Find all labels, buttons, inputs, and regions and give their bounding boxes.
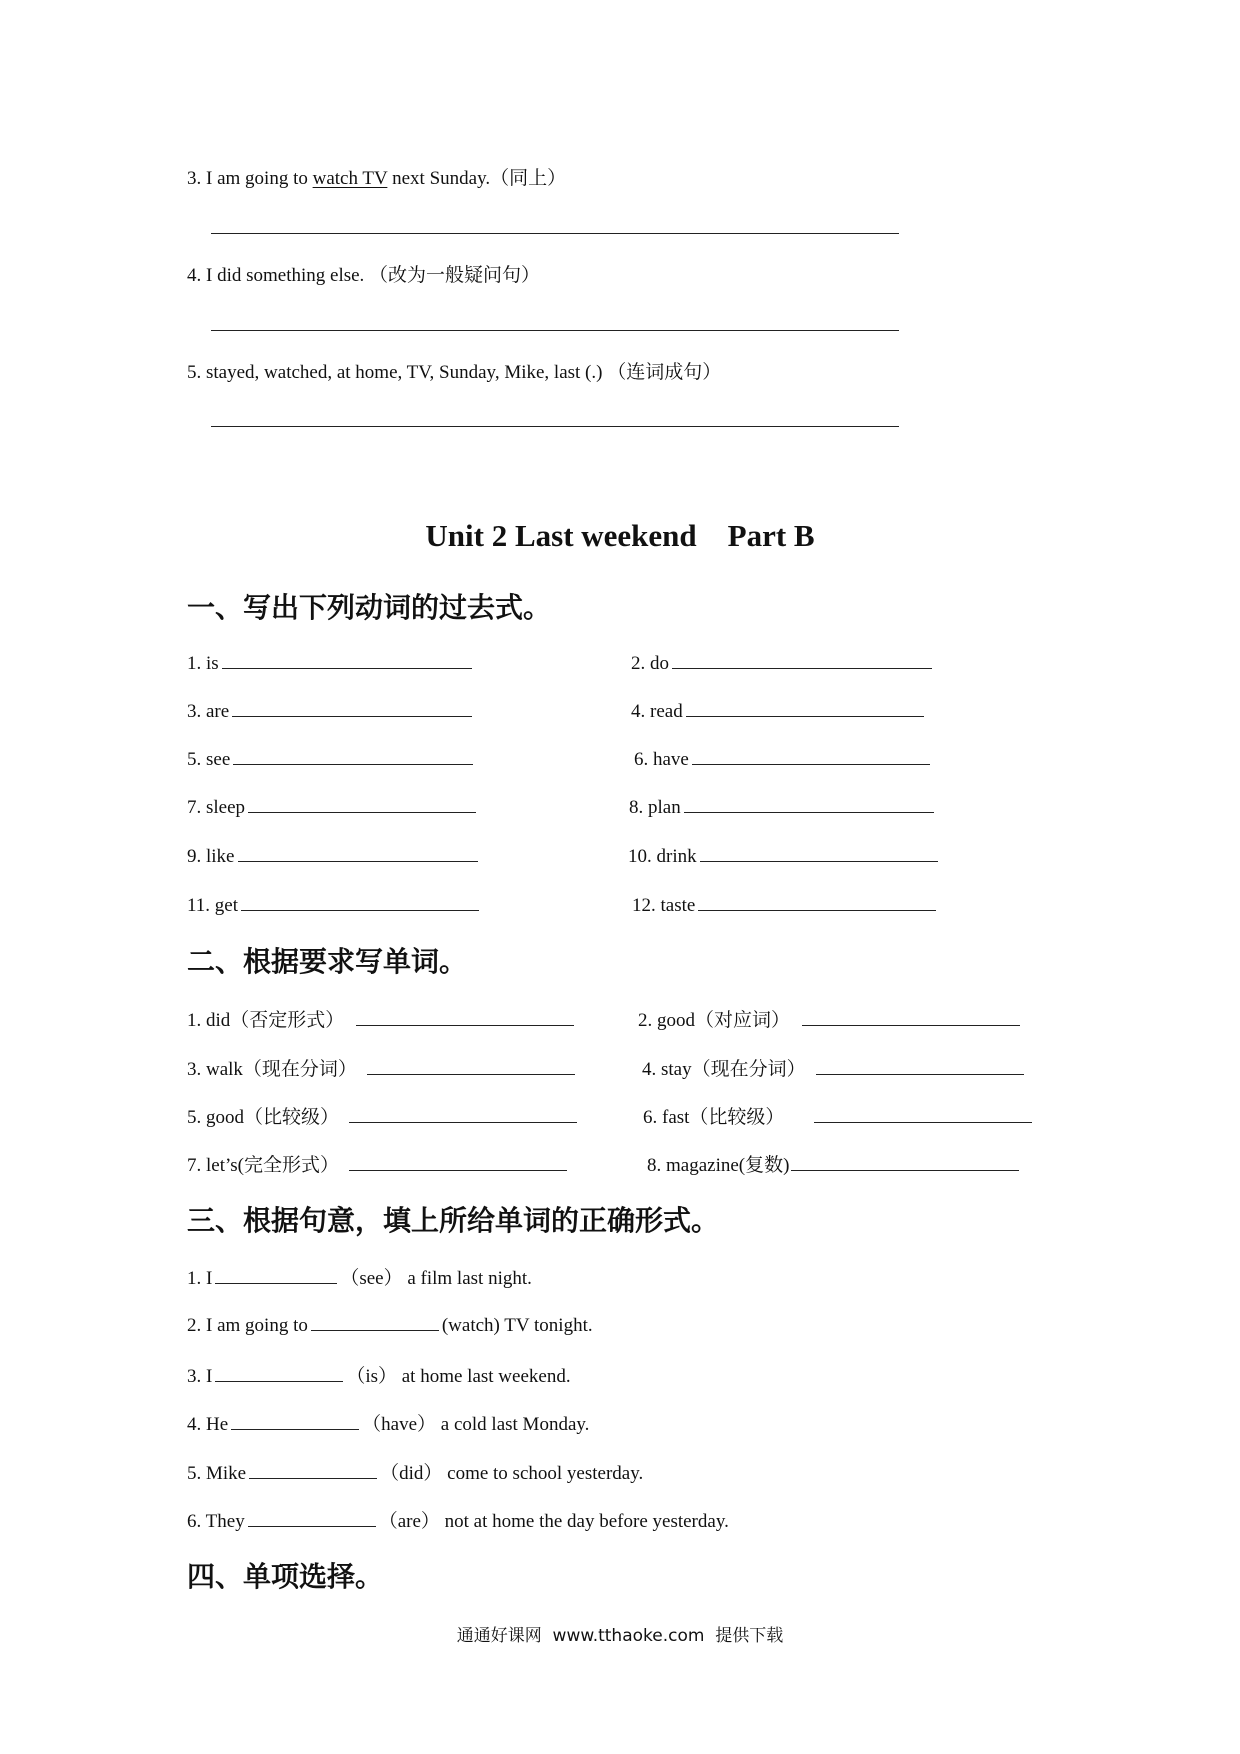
s1-item-1: 1. is [187, 650, 475, 675]
s2-blank-6[interactable] [814, 1104, 1032, 1123]
s1-item-7: 7. sleep [187, 794, 479, 819]
s3-blank-3[interactable] [215, 1363, 343, 1382]
s2-item-3: 3. walk（现在分词） [187, 1054, 578, 1081]
section-1-heading: 一、写出下列动词的过去式。 [187, 591, 552, 624]
s1-item-2: 2. do [631, 650, 935, 675]
s3-blank-5[interactable] [249, 1460, 377, 1479]
s1-item-3: 3. are [187, 698, 475, 723]
s1-item-9: 9. like [187, 843, 481, 868]
s1-blank-3[interactable] [232, 698, 472, 717]
s1-blank-8[interactable] [684, 794, 934, 813]
s1-item-6: 6. have [634, 746, 933, 771]
s2-blank-4[interactable] [816, 1056, 1024, 1075]
s1-item-12: 12. taste [632, 892, 939, 917]
s3-item-1: 1. I （see） a film last night. [187, 1263, 532, 1290]
s2-blank-7[interactable] [349, 1152, 567, 1171]
s1-blank-6[interactable] [692, 746, 930, 765]
s1-blank-7[interactable] [248, 794, 476, 813]
answer-line-5[interactable] [211, 426, 899, 427]
s1-blank-2[interactable] [672, 650, 932, 669]
s2-item-6: 6. fast（比较级） [643, 1102, 1035, 1129]
s2-blank-1[interactable] [356, 1007, 574, 1026]
s1-item-8: 8. plan [629, 794, 937, 819]
s3-blank-6[interactable] [248, 1508, 376, 1527]
question-3-underlined: watch TV [312, 168, 388, 189]
s1-blank-11[interactable] [241, 892, 479, 911]
footer-credit: 通通好课网 www.tthaoke.com 提供下载 [456, 1626, 784, 1646]
s3-blank-1[interactable] [215, 1265, 337, 1284]
question-3-prefix: 3. I am going to [187, 168, 313, 189]
section-4-heading: 四、单项选择。 [187, 1560, 384, 1593]
s2-blank-5[interactable] [349, 1104, 577, 1123]
answer-line-4[interactable] [211, 330, 899, 331]
s1-item-11: 11. get [187, 892, 482, 917]
s3-item-4: 4. He （have） a cold last Monday. [187, 1409, 589, 1436]
s1-item-10: 10. drink [628, 843, 941, 868]
s3-item-2: 2. I am going to (watch) TV tonight. [187, 1312, 593, 1337]
s1-blank-10[interactable] [700, 843, 938, 862]
question-4: 4. I did something else. （改为一般疑问句） [187, 265, 541, 286]
s3-blank-4[interactable] [231, 1411, 359, 1430]
s2-item-1: 1. did（否定形式） [187, 1005, 577, 1032]
s2-item-8: 8. magazine(复数) [647, 1150, 1022, 1177]
page-title: Unit 2 Last weekend Part B [425, 518, 815, 553]
section-2-heading: 二、根据要求写单词。 [187, 945, 468, 978]
s3-blank-2[interactable] [311, 1312, 439, 1331]
s1-blank-1[interactable] [222, 650, 472, 669]
s2-blank-3[interactable] [367, 1056, 575, 1075]
s1-item-5: 5. see [187, 746, 476, 771]
s2-blank-8[interactable] [791, 1152, 1019, 1171]
s2-item-4: 4. stay（现在分词） [642, 1054, 1027, 1081]
s2-item-2: 2. good（对应词） [638, 1005, 1023, 1032]
s1-blank-5[interactable] [233, 746, 473, 765]
s2-item-5: 5. good（比较级） [187, 1102, 580, 1129]
s1-blank-4[interactable] [686, 698, 924, 717]
s1-item-4: 4. read [631, 698, 927, 723]
question-3 [187, 163, 566, 190]
answer-line-3[interactable] [211, 233, 899, 234]
s3-item-6: 6. They （are） not at home the day before yesterday. [187, 1506, 729, 1533]
question-5: 5. stayed, watched, at home, TV, Sunday, Mike, last (.) （连词成句） [187, 362, 722, 383]
section-3-heading: 三、根据句意，填上所给单词的正确形式。 [187, 1204, 720, 1237]
s3-item-3: 3. I （is） at home last weekend. [187, 1361, 571, 1388]
s3-item-5: 5. Mike （did） come to school yesterday. [187, 1458, 643, 1485]
question-3-suffix: next Sunday.（同上） [387, 168, 567, 189]
s2-blank-2[interactable] [802, 1007, 1020, 1026]
s2-item-7: 7. let’s(完全形式） [187, 1150, 570, 1177]
s1-blank-12[interactable] [698, 892, 936, 911]
s1-blank-9[interactable] [238, 843, 478, 862]
